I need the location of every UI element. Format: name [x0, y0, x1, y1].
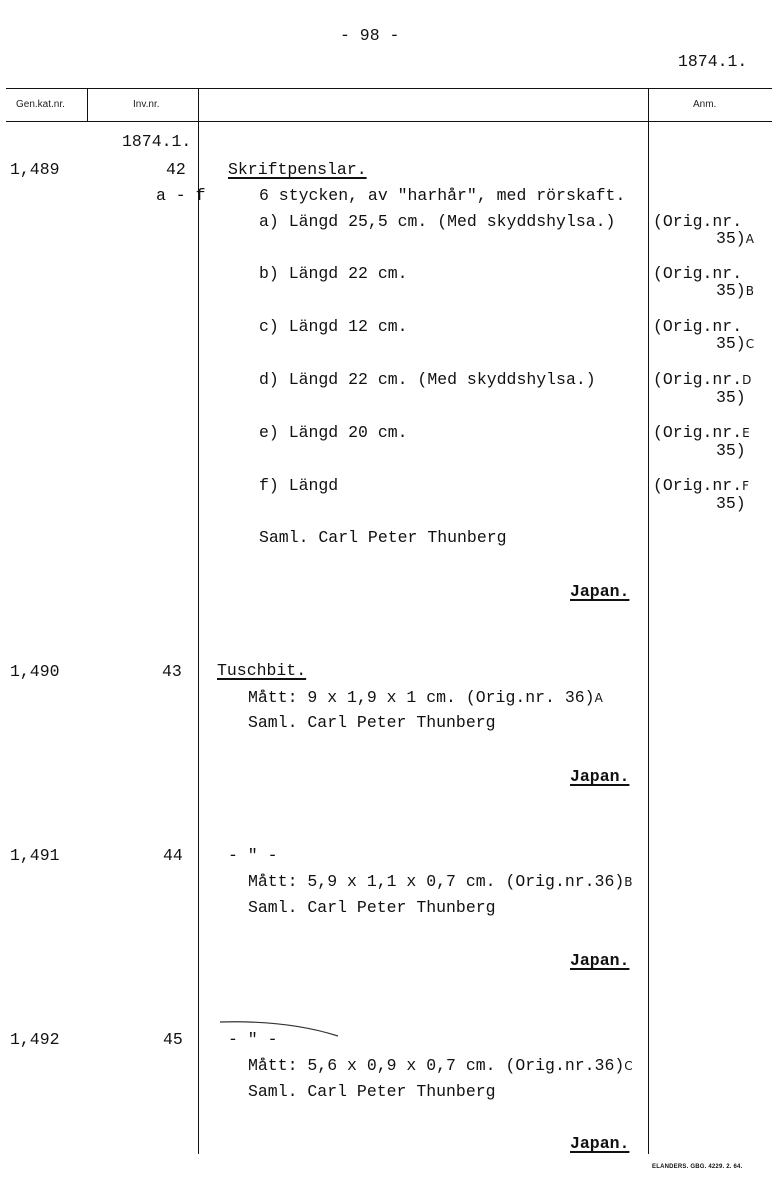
- column-header-anm: Anm.: [693, 99, 717, 110]
- handwritten-mark: F: [742, 479, 750, 493]
- measurement-line: Mått: 5,6 x 0,9 x 0,7 cm. (Orig.nr.36)C: [248, 1056, 633, 1075]
- handwritten-mark: B: [745, 284, 754, 298]
- item-line: e) Längd 20 cm.: [259, 423, 408, 442]
- column-divider-3: [648, 88, 649, 1154]
- collection-line: Saml. Carl Peter Thunberg: [248, 898, 496, 917]
- printer-mark: ELANDERS. GBG. 4229. 2. 64.: [652, 1164, 743, 1170]
- handwritten-mark: C: [624, 1059, 633, 1073]
- origin-label: Japan.: [570, 1134, 630, 1153]
- column-header-gen-kat-nr: Gen.kat.nr.: [16, 99, 65, 110]
- entry-title: Tuschbit.: [217, 661, 307, 680]
- collection-line: Saml. Carl Peter Thunberg: [248, 713, 496, 732]
- gen-kat-nr: 1,490: [10, 662, 60, 681]
- item-line: f) Längd: [259, 476, 339, 495]
- handwritten-mark: B: [624, 875, 633, 889]
- measurement-line: Mått: 9 x 1,9 x 1 cm. (Orig.nr. 36)A: [248, 688, 603, 707]
- handwritten-mark: D: [742, 373, 752, 387]
- anm-note: (Orig.nr. 35)A: [653, 212, 754, 248]
- column-header-inv-nr: Inv.nr.: [133, 99, 160, 110]
- measurement-line: Mått: 5,9 x 1,1 x 0,7 cm. (Orig.nr.36)B: [248, 872, 633, 891]
- item-line: b) Längd 22 cm.: [259, 264, 408, 283]
- page-number: - 98 -: [340, 26, 400, 45]
- handwritten-mark: A: [745, 232, 754, 246]
- header-bottom-rule: [6, 121, 772, 122]
- handwritten-mark: C: [745, 337, 755, 351]
- entry-title: - " -: [228, 1030, 278, 1049]
- item-line: d) Längd 22 cm. (Med skyddshylsa.): [259, 370, 596, 389]
- inv-nr: 44: [163, 846, 183, 865]
- inv-nr: 42: [166, 160, 186, 179]
- anm-note: (Orig.nr.E 35): [653, 423, 750, 460]
- origin-label: Japan.: [570, 951, 630, 970]
- collection-line: Saml. Carl Peter Thunberg: [248, 1082, 496, 1101]
- entry-description: 6 stycken, av "harhår", med rörskaft.: [259, 186, 626, 205]
- origin-label: Japan.: [570, 582, 630, 601]
- column-divider-2: [198, 88, 199, 1154]
- gen-kat-nr: 1,492: [10, 1030, 60, 1049]
- table-top-rule: [6, 88, 772, 89]
- gen-kat-nr: 1,491: [10, 846, 60, 865]
- inv-range: a - f: [156, 186, 206, 205]
- entry-title: - " -: [228, 846, 278, 865]
- inv-nr: 45: [163, 1030, 183, 1049]
- item-line: c) Längd 12 cm.: [259, 317, 408, 336]
- anm-note: (Orig.nr. 35)B: [653, 264, 754, 300]
- handwritten-mark: A: [594, 691, 603, 705]
- anm-note: (Orig.nr.F 35): [653, 476, 750, 513]
- year-code: 1874.1.: [678, 52, 748, 71]
- entry-title: Skriftpenslar.: [228, 160, 367, 179]
- handwritten-mark: E: [742, 426, 750, 440]
- gen-kat-nr: 1,489: [10, 160, 60, 179]
- anm-note: (Orig.nr. 35)C: [653, 317, 755, 353]
- inv-nr: 43: [162, 662, 182, 681]
- item-line: a) Längd 25,5 cm. (Med skyddshylsa.): [259, 212, 616, 231]
- inv-prefix: 1874.1.: [122, 132, 192, 151]
- anm-note: (Orig.nr.D 35): [653, 370, 752, 407]
- column-divider-1: [87, 88, 88, 121]
- collection-line: Saml. Carl Peter Thunberg: [259, 528, 507, 547]
- origin-label: Japan.: [570, 767, 630, 786]
